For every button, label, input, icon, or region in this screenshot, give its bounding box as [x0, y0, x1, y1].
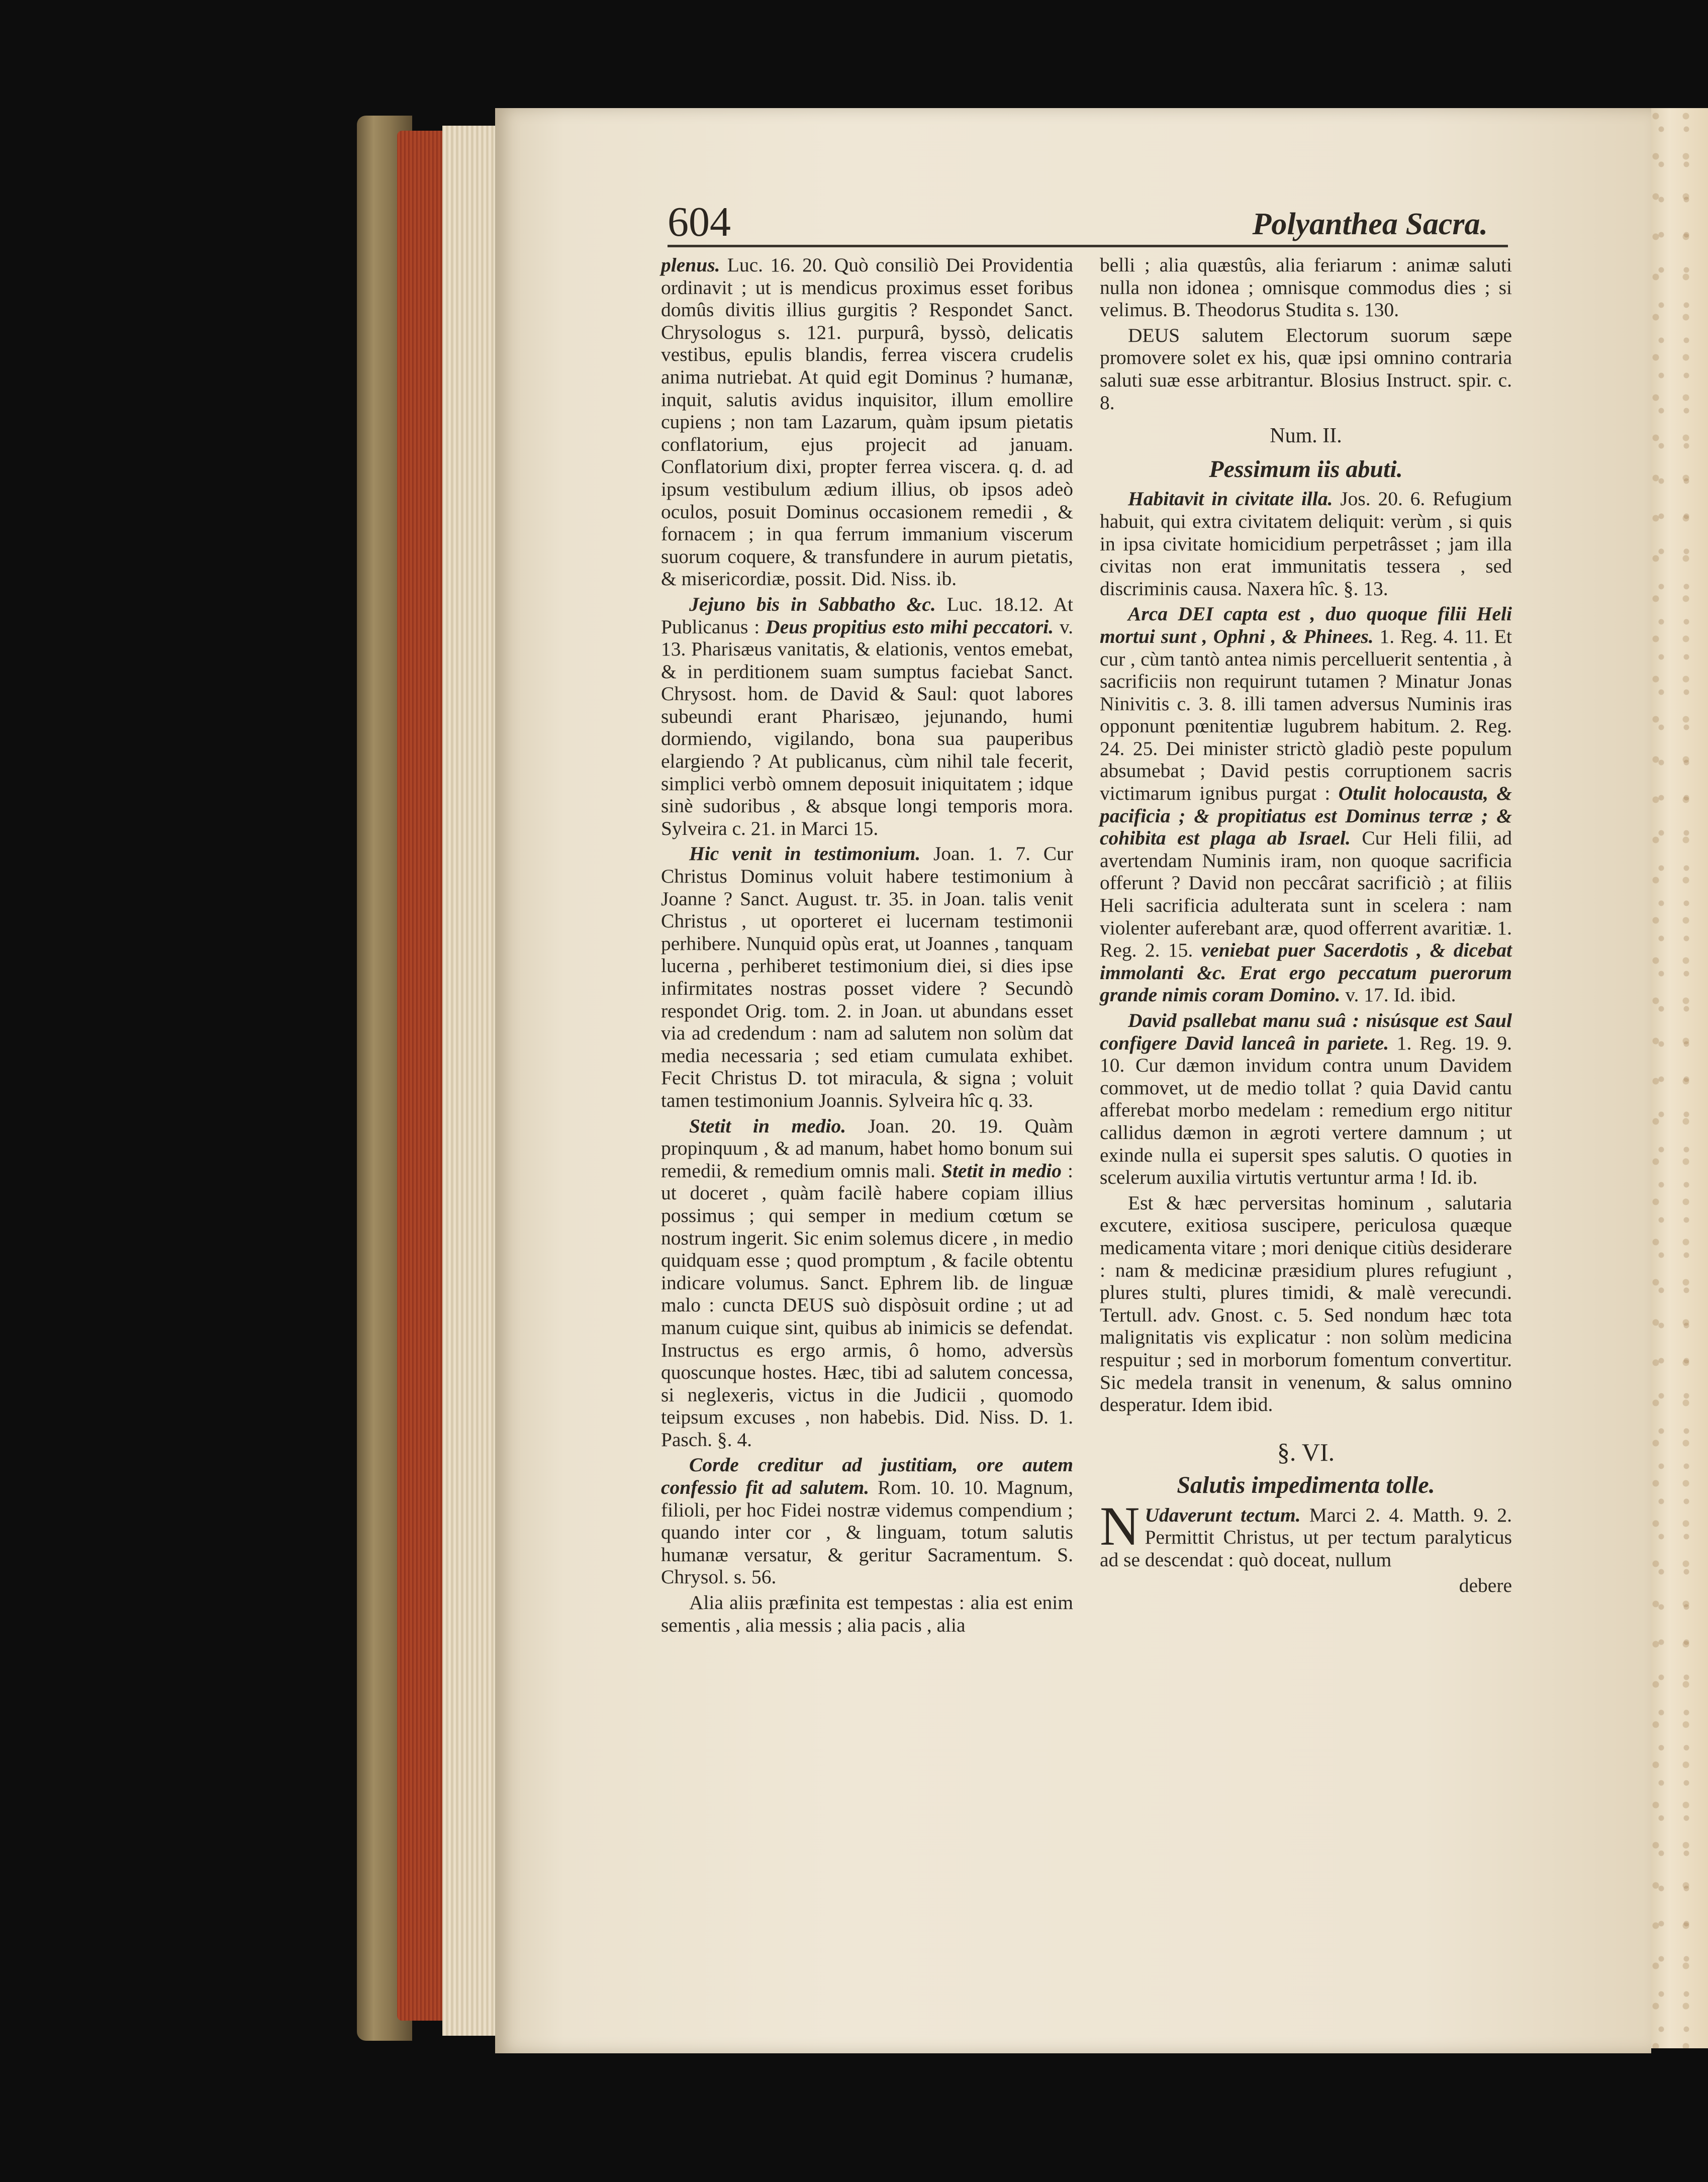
- body-text: Marci 2. 4. Matth. 9. 2. Permittit Christus, ut per tectum paralyticus ad se descendat : quò doceat, nullum: [1100, 1503, 1512, 1571]
- running-title: Polyanthea Sacra.: [1252, 207, 1488, 241]
- lemma-text: Otulit holocausta, & pacificia ; & propitiatus est Dominus terræ ; & cohibita est plaga ab Israel.: [1100, 782, 1512, 849]
- body-text: Alia aliis præfinita est tempestas : alia est enim sementis , alia messis ; alia pacis , alia: [661, 1591, 1073, 1636]
- page-header: [668, 200, 1508, 247]
- lemma-text: Habitavit in civitate illa.: [1128, 488, 1333, 510]
- body-text: Est & hæc perversitas hominum , salutaria excutere, exitiosa suscipere, periculosa quæque medicamenta vitare ; mori denique citiùs desiderare : nam & medicinæ præsidium plures refugiunt , plures stulti, plures timidi, & malè verecundi. Tertull. adv. Gnost. c. 5. Sed nondum hæc tota malignitatis vis explicatur : non solùm medicina respuitur ; sed in morborum fomentum convertitur. Sic medela transit in venenum, & salus omnino desperatur. Idem ibid.: [1100, 1191, 1512, 1416]
- body-text: belli ; alia quæstûs, alia feriarum : animæ saluti nulla non idonea ; omnisque commodus dies ; si velimus. B. Theodorus Studita s. 130.: [1100, 254, 1512, 321]
- body-text: Jos. 20. 6. Refugium habuit, qui extra civitatem deliquit: verùm , si quis in ipsa civitate homicidium perpetrâsset ; jam illa civitas non erat immunitatis tessera , sed discriminis causa. Naxera hîc. §. 13.: [1100, 488, 1512, 600]
- sub-heading: Pessimum iis abuti.: [1209, 455, 1403, 483]
- right-paragraphs-a: [1100, 254, 1512, 414]
- body-text: Luc. 18.12. At Publicanus :: [661, 593, 1073, 638]
- paragraph: [661, 1115, 1073, 1451]
- body-text: v. 17. Id. ibid.: [1340, 984, 1456, 1006]
- paragraph: [661, 842, 1073, 1111]
- paragraph: [661, 1591, 1073, 1636]
- paragraph: [661, 593, 1073, 840]
- body-text: Joan. 20. 19. Quàm propinquum , & ad manum, habet homo bonum sui remedii, & remedium omnis mali.: [661, 1114, 1073, 1182]
- paragraph: [1100, 254, 1512, 321]
- paragraph: [661, 254, 1073, 590]
- body-text: Rom. 10. 10. Magnum, filioli, per hoc Fidei nostræ videmus compendium ; quando inter cor , & linguam, totum salutis humanæ versatur, & geritur Sacramentum. S. Chrysol. s. 56.: [661, 1476, 1073, 1588]
- lemma-text: Corde creditur ad justitiam, ore autem confessio fit ad salutem.: [661, 1454, 1073, 1499]
- body-text: Joan. 1. 7. Cur Christus Dominus voluit habere testimonium à Joanne ? Sanct. August. tr. 35. in Joan. talis venit Christus , ut oporteret ei lucernam testimonii perhibere. Nunquid opùs erat, ut Joannes , tanquam lucerna , perhiberet testimonium diei, si dies ipse infirmitates nostras posset videre ? Secundò respondet Orig. tom. 2. in Joan. ut abundans esset via ad credendum : nam ad salutem non solùm dat media necessaria ; sed etiam cumulata exhibet. Fecit Christus D. tot miracula, & signa ; voluit tamen testimonium Joannis. Sylveira hîc q. 33.: [661, 842, 1073, 1111]
- section-sign: §. VI.: [1277, 1438, 1335, 1466]
- body-text: 1. Reg. 4. 11. Et cur , cùm tantò antea nimis percelluerit sententia , à sacrificiis non requirunt tutamen ? Minatur Jonas Ninivitis c. 3. 8. illi tamen adversus Numinis iras opponunt pœnitentiæ lugubrem habitum. 2. Reg. 24. 25. Dei minister strictò gladiò peste populum absumebat ; David pestis corruptionem sacris victimarum ignibus purgat :: [1100, 625, 1512, 805]
- lemma-text: Stetit in medio: [941, 1159, 1062, 1182]
- body-text: v. 13. Pharisæus vanitatis, & elationis, ventos emebat, & in perditionem suam sumptus faciebat Sanct. Chrysost. hom. de David & Saul: quot labores subeundi erant Pharisæo, jejunando, humi dormiendo, vigilando, bona sua pauperibus elargiendo ? At publicanus, cùm nihil tale fecerit, simplici verbò omnem deposuit iniquitatem ; idque sinè sudoribus , & absque longi temporis mora. Sylveira c. 21. in Marci 15.: [661, 615, 1073, 839]
- section-title: Salutis impedimenta tolle.: [1177, 1472, 1435, 1499]
- paragraph: [1100, 488, 1512, 600]
- left-text-column: [661, 254, 1073, 1639]
- body-text: 1. Reg. 19. 9. 10. Cur dæmon invidum contra unum Davidem commovet, ut de medio tollat ? quia David cantu afferebat morbo medelam : remedium ergo nititur callidus dæmon in ægroti vertere damnum ; ut exinde nulla ei supersit spes salutis. O quoties in scelerum auxilia virtutis vertuntur arma ! Id. ib.: [1100, 1031, 1512, 1189]
- lemma-text: Arca DEI capta est , duo quoque filii Heli mortui sunt , Ophni , & Phinees.: [1100, 603, 1512, 647]
- paragraph: [1100, 603, 1512, 1006]
- paragraph: [661, 1454, 1073, 1588]
- paragraph: [1100, 1009, 1512, 1189]
- facing-page-edge: [1644, 108, 1708, 2048]
- page-number: 604: [668, 199, 731, 245]
- catchword: debere: [1459, 1574, 1512, 1596]
- lemma-text: Jejuno bis in Sabbatho &c.: [689, 593, 936, 615]
- body-text: Cur Heli filii, ad avertendam Numinis iram, non quoque sacrificia offerunt ? David non peccârat sacrificiò ; at filiis Heli sacrificia adulterata sunt in scelera : nam violenter auferebant aræ, quod offerrent avaritiæ. 1. Reg. 2. 15.: [1100, 827, 1512, 962]
- body-text: Luc. 16. 20. Quò consiliò Dei Providentia ordinavit ; ut is mendicus proximus esset foribus domûs divitis illius gurgitis ? Respondet Sanct. Chrysologus s. 121. purpurâ, byssò, delicatis vestibus, epulis blandis, ferrea viscera crudelis anima nutriebat. At quid egit Dominus ? humanæ, inquit, salutis avidus inquisitor, illum emollire cupiens ; non tam Lazarum, quàm ipsum pietatis conflatorium, ejus projecit ad januam. Conflatorium dixi, propter ferrea viscera. q. d. ad ipsum vestibulum ædium illius, ob ipsos adeò oculos, posuit Dominus occasionem remedii , & fornacem ; in qua ferrum immanium viscerum suorum coquere, & transfundere in aurum pietatis, & misericordiæ, possit. Did. Niss. ib.: [661, 254, 1073, 590]
- final-paragraph: [1100, 1495, 1512, 1571]
- lemma-text: plenus.: [661, 254, 720, 276]
- right-paragraphs-b: [1100, 488, 1512, 1415]
- lemma-text: Deus propitius esto mihi peccatori.: [766, 615, 1054, 638]
- paragraph: [1100, 1192, 1512, 1416]
- num-heading: Num. II.: [1270, 424, 1342, 448]
- lemma-text: Udaverunt tectum.: [1145, 1503, 1301, 1526]
- drop-cap-letter: N: [1100, 1495, 1140, 1557]
- red-page-edges: [397, 131, 442, 2021]
- body-text: : ut doceret , quàm facilè habere copiam illius possimus ; qui semper in medium cœtum se nostrum ingerit. Sic enim solemus dicere , in medio quidquam esse ; quod promptum , & facile obtentu indicare volumus. Sanct. Ephrem lib. de linguæ malo : cuncta DEUS suò dispòsuit ordine ; ut ad manum cuique sint, quibus ab inimicis se defendat. Instructus es ergo armis, ô homo, adversùs quoscunque hostes. Hæc, tibi ad salutem concessa, si neglexeris, victus in die Judicii , quomodo teipsum excuses , non habebis. Did. Niss. D. 1. Pasch. §. 4.: [661, 1159, 1073, 1451]
- lemma-text: David psallebat manu suâ : nisúsque est Saul configere David lanceâ in pariete.: [1100, 1009, 1512, 1054]
- right-text-column: [1100, 254, 1512, 1596]
- page-stack-edges: [442, 126, 503, 2036]
- body-text: DEUS salutem Electorum suorum sæpe promovere solet ex his, quæ ipsi omnino contraria saluti suæ esse arbitrantur. Blosius Instruct. spir. c. 8.: [1100, 324, 1512, 414]
- book-page: [495, 108, 1651, 2053]
- lemma-text: veniebat puer Sacerdotis , & dicebat immolanti &c. Erat ergo peccatum puerorum grande nimis coram Domino.: [1100, 939, 1512, 1006]
- paragraph: [1100, 324, 1512, 414]
- lemma-text: Stetit in medio.: [689, 1114, 846, 1137]
- lemma-text: Hic venit in testimonium.: [689, 842, 921, 865]
